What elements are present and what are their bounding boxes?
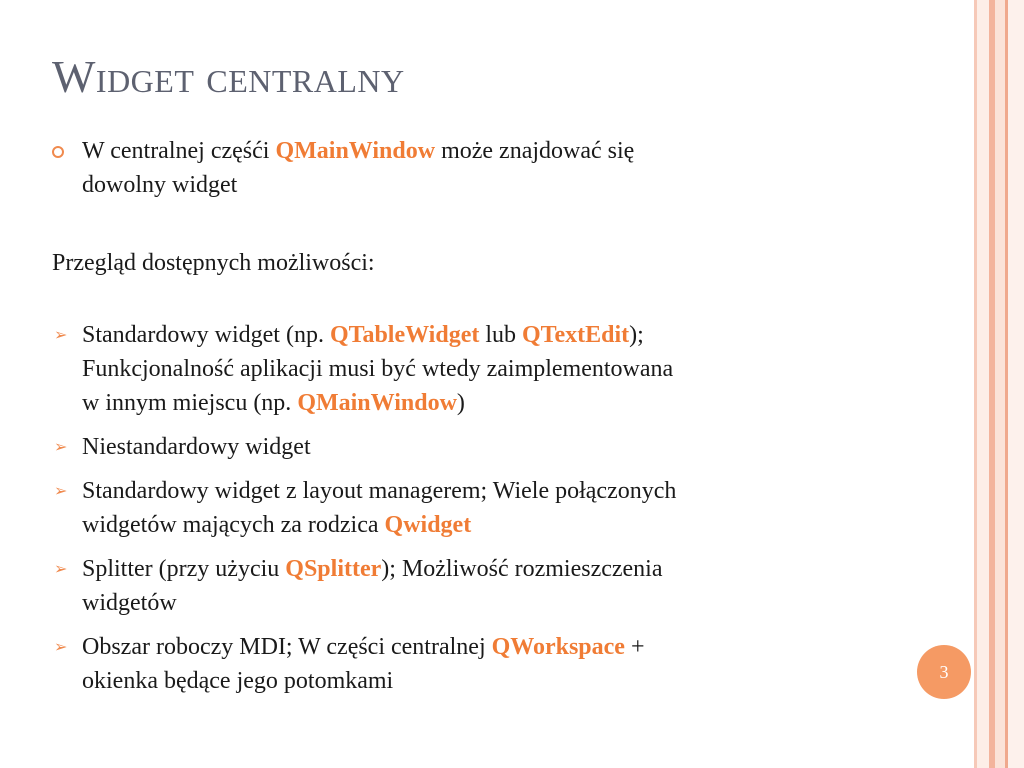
class-name: QMainWindow: [297, 390, 457, 416]
class-name: QTableWidget: [329, 322, 480, 348]
arrow-bullet-icon: ➢: [54, 637, 68, 656]
overview-heading: Przegląd dostępnych możliwości:: [52, 250, 375, 276]
class-name: QMainWindow: [275, 138, 436, 164]
arrow-bullet-icon: ➢: [54, 481, 68, 500]
list-item: ➢ Obszar roboczy MDI; W części centralnej QWorkspace + okienka będące jego potomkami: [52, 630, 902, 698]
slide-content: [52, 134, 902, 698]
circle-bullet-icon: [52, 146, 64, 158]
arrow-bullet-icon: ➢: [54, 437, 68, 456]
list-item: ➢ Standardowy widget z layout managerem; Wiele połączonych widgetów mających za rodzica Qwidget: [52, 474, 902, 542]
class-name: Qwidget: [384, 512, 472, 538]
class-name: QSplitter: [285, 556, 382, 582]
list-item: ➢ Niestandardowy widget: [52, 430, 902, 464]
slide-title: Widget centralny: [52, 51, 405, 102]
list-item: ➢ Standardowy widget (np. QTableWidget lub QTextEdit); Funkcjonalność aplikacji musi być wtedy zaimplementowana w innym miejscu (np. QMainWindow): [52, 318, 902, 420]
arrow-bullet-icon: ➢: [54, 325, 68, 344]
arrow-bullet-icon: ➢: [54, 559, 68, 578]
intro-bullet: W centralnej częśći QMainWindow może znajdować się dowolny widget: [52, 134, 902, 202]
page-number-badge: 3: [917, 645, 971, 699]
decorative-stripes: [974, 0, 1024, 768]
list-item: ➢ Splitter (przy użyciu QSplitter); Możliwość rozmieszczenia widgetów: [52, 552, 902, 620]
class-name: QTextEdit: [522, 322, 630, 348]
class-name: QWorkspace: [491, 634, 625, 660]
